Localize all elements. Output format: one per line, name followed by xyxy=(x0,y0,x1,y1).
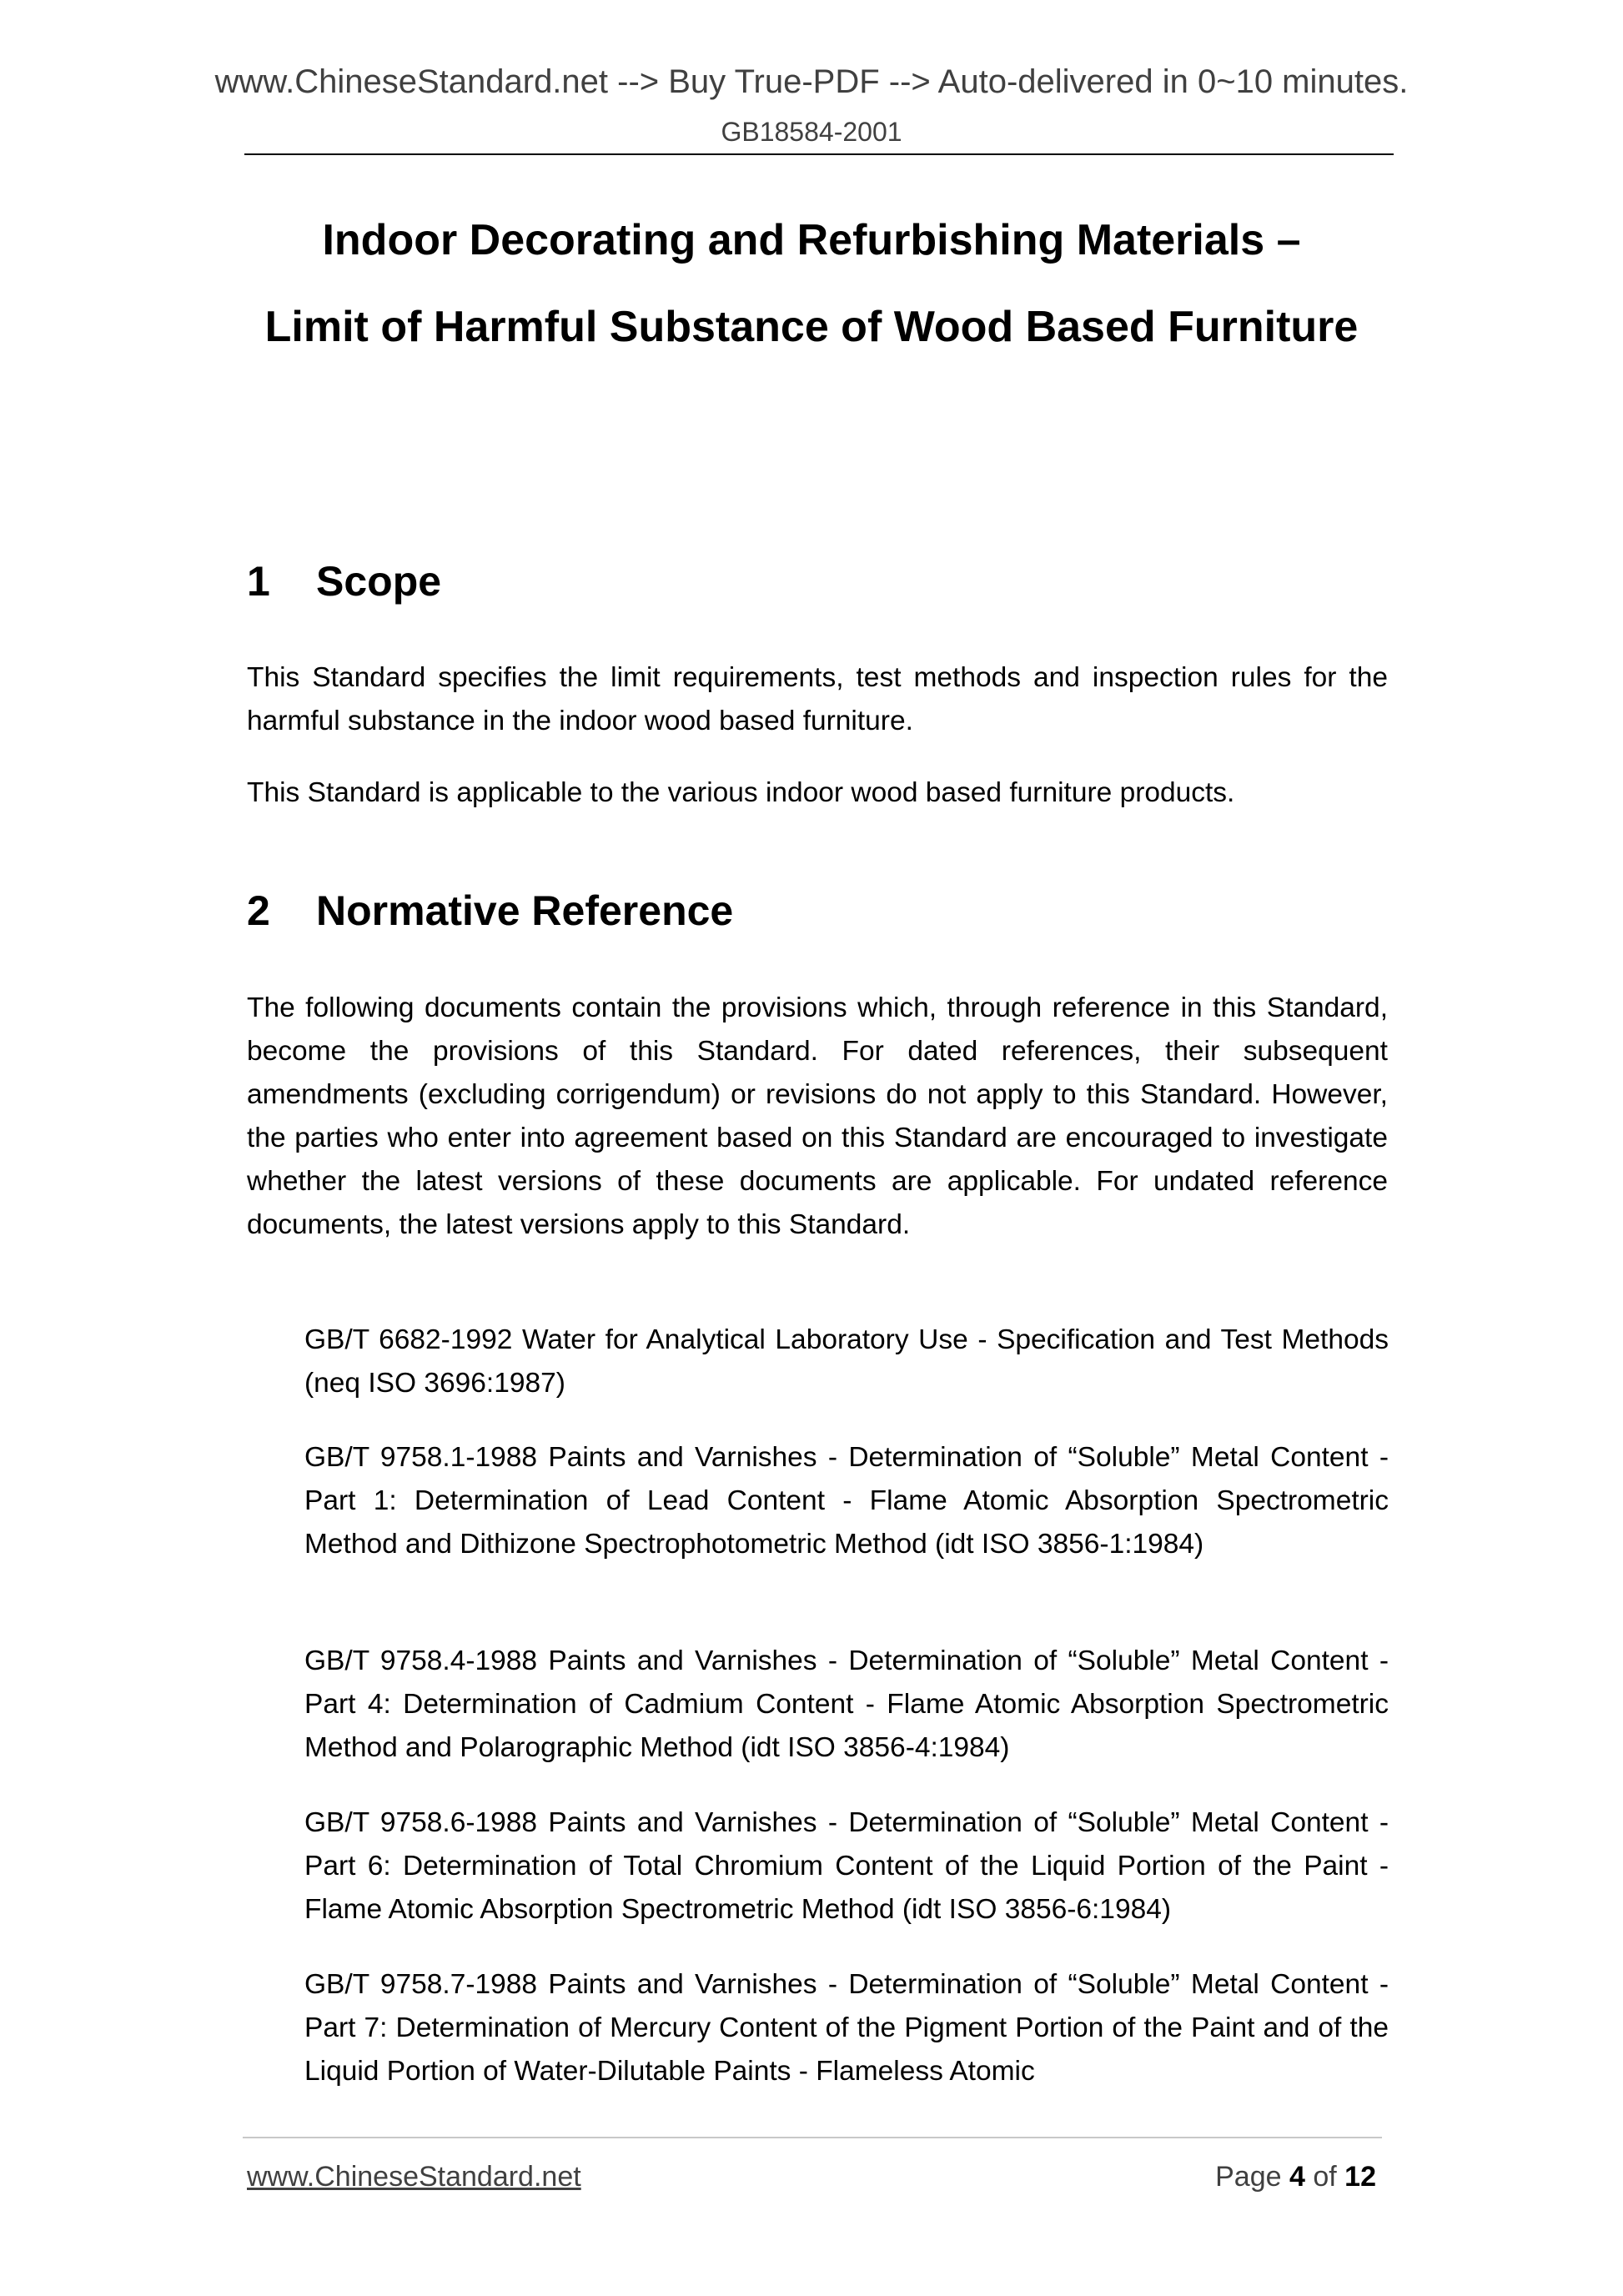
page-of: of xyxy=(1313,2161,1337,2193)
document-title-line-1: Indoor Decorating and Refurbishing Materials – xyxy=(322,216,1301,264)
standard-code: GB18584-2001 xyxy=(721,117,902,147)
reference-item-gbt-9758-6: GB/T 9758.6-1988 Paints and Varnishes - Determination of “Soluble” Metal Content -Part 6: Determination of Total Chromium Content of the Liquid Portion of the Paint - Flame Atomic Absorption Spectrometric Method (idt ISO 3856-6:1984) xyxy=(304,1807,1389,1925)
page-word: Page xyxy=(1215,2161,1282,2193)
normative-reference-paragraph: The following documents contain the provisions which, through reference in this Standard, become the provisions of this Standard. For dated references, their subsequent amendments (excluding corrigendum) or revisions do not apply to this Standard. However, the parties who enter into agreement based on this Standard are encouraged to investigate whether the latest versions of these documents are applicable. For undated reference documents, the latest versions apply to this Standard. xyxy=(247,992,1388,1240)
section-number: 1 xyxy=(247,558,270,605)
section-heading-scope xyxy=(247,558,442,605)
section-heading-normative-reference xyxy=(247,887,734,934)
header-divider xyxy=(244,153,1394,155)
footer-site-link[interactable]: www.ChineseStandard.net xyxy=(247,2161,581,2193)
page-number xyxy=(1215,2163,1376,2191)
header-banner: www.ChineseStandard.net --> Buy True-PDF --> Auto-delivered in 0~10 minutes. xyxy=(214,63,1409,100)
reference-item-gbt-9758-1: GB/T 9758.1-1988 Paints and Varnishes - Determination of “Soluble” Metal Content -Part 1: Determination of Lead Content - Flame Atomic Absorption Spectrometric Method and Dithizone Spectrophotometric Method (idt ISO 3856-1:1984) xyxy=(304,1442,1389,1560)
page-total: 12 xyxy=(1344,2161,1376,2193)
reference-item-gbt-9758-4: GB/T 9758.4-1988 Paints and Varnishes - Determination of “Soluble” Metal Content - Part 4: Determination of Cadmium Content - Flame Atomic Absorption Spectrometric Method and Polarographic Method (idt ISO 3856-4:1984) xyxy=(304,1645,1389,1763)
reference-item-gbt-9758-7: GB/T 9758.7-1988 Paints and Varnishes - Determination of “Soluble” Metal Content - Part 7: Determination of Mercury Content of the Pigment Portion of the Paint and of the Liquid Portion of Water-Dilutable Paints - Flameless Atomic xyxy=(304,1969,1389,2087)
section-title: Scope xyxy=(316,558,442,605)
scope-paragraph-2: This Standard is applicable to the various indoor wood based furniture products. xyxy=(247,777,1235,808)
page-current: 4 xyxy=(1289,2161,1305,2193)
section-title: Normative Reference xyxy=(316,887,734,934)
reference-item-gbt-6682: GB/T 6682-1992 Water for Analytical Laboratory Use - Specification and Test Methods (neq ISO 3696:1987) xyxy=(304,1324,1389,1399)
scope-paragraph-1: This Standard specifies the limit requirements, test methods and inspection rules for the harmful substance in the indoor wood based furniture. xyxy=(247,662,1388,736)
section-number: 2 xyxy=(247,887,270,934)
document-title-line-2: Limit of Harmful Substance of Wood Based Furniture xyxy=(264,303,1359,351)
footer-divider xyxy=(243,2137,1382,2138)
